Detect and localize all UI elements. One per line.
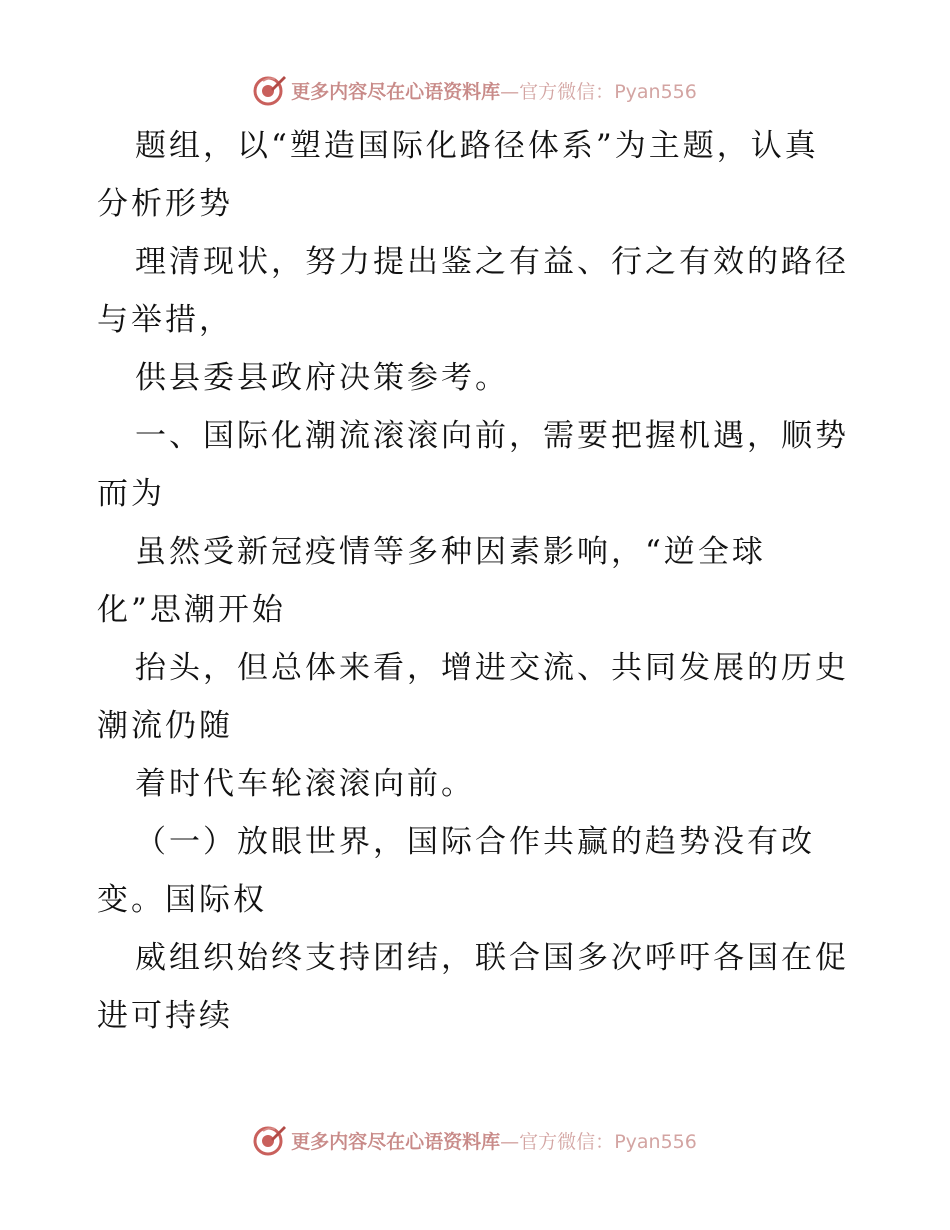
text-line: 威组织始终支持团结，联合国多次呼吁各国在促 [135,940,849,976]
text-line: 变。国际权 [97,882,267,918]
text-line: （一）放眼世界，国际合作共赢的趋势没有改 [135,824,815,860]
text-line: 理清现状，努力提出鉴之有益、行之有效的路径 [135,244,849,280]
text-line: 进可持续 [97,998,233,1034]
text-line: 抬头，但总体来看，增进交流、共同发展的历史 [135,650,849,686]
watermark-text: 更多内容尽在心语资料库—官方微信：Pyan556 [291,80,697,103]
text-line: 题组，以“塑造国际化路径体系”为主题，认真 [135,128,819,164]
text-line: 化”思潮开始 [97,592,286,628]
text-line: 一、国际化潮流滚滚向前，需要把握机遇，顺势 [135,418,849,454]
text-line: 着时代车轮滚滚向前。 [135,766,475,802]
text-line: 分析形势 [97,186,233,222]
text-line: 而为 [97,476,165,512]
document-body [97,117,857,1045]
watermark-text: 更多内容尽在心语资料库—官方微信：Pyan556 [291,1130,697,1153]
pen-logo-icon [253,73,287,107]
text-line: 供县委县政府决策参考。 [135,360,509,396]
header-watermark [0,70,950,110]
text-line: 与举措， [97,302,233,338]
text-line: 潮流仍随 [97,708,233,744]
pen-logo-icon [253,1123,287,1157]
text-line: 虽然受新冠疫情等多种因素影响，“逆全球 [135,534,766,570]
footer-watermark [0,1120,950,1160]
